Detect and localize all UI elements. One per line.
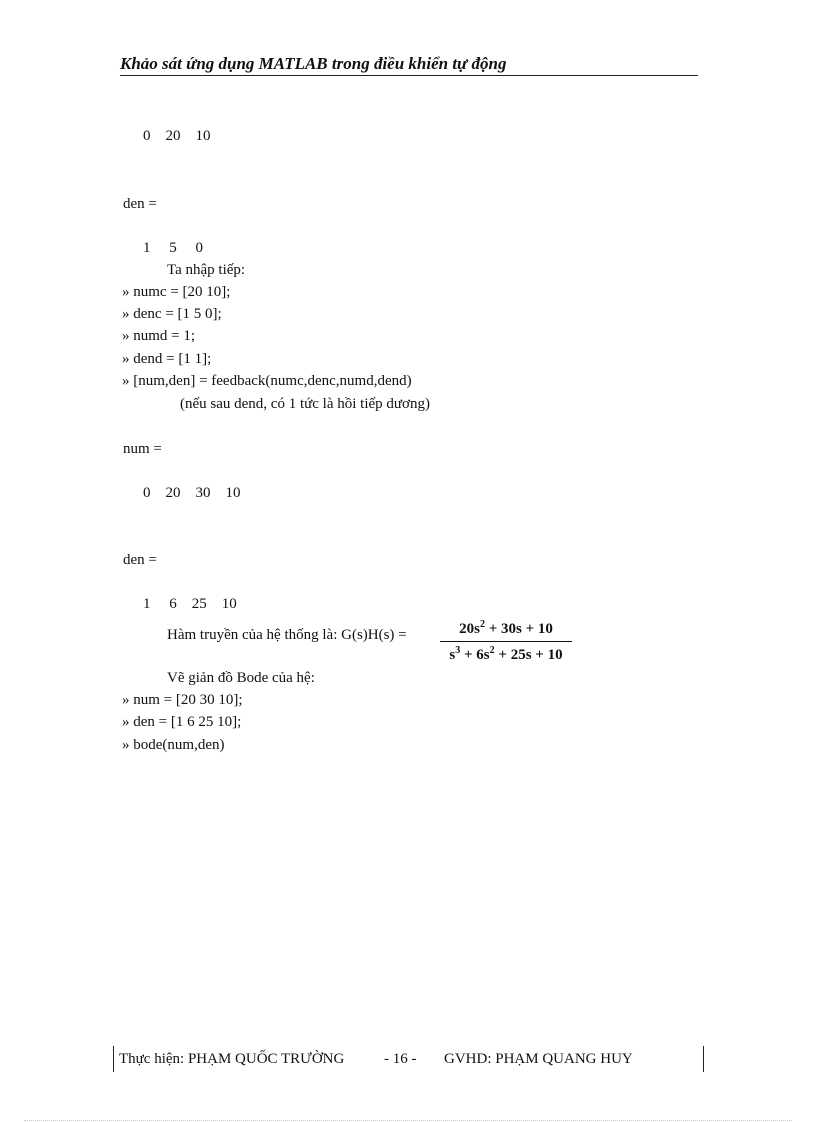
code-line-den: » den = [1 6 25 10]; xyxy=(122,714,242,730)
footer-border-right xyxy=(703,1046,704,1072)
output-values-4: 1 6 25 10 xyxy=(143,596,237,612)
footer-advisor: GVHD: PHẠM QUANG HUY xyxy=(444,1051,633,1067)
output-values-1: 0 20 10 xyxy=(143,128,211,144)
paragraph-intro: Ta nhập tiếp: xyxy=(167,262,246,278)
footer-border-left xyxy=(113,1046,114,1072)
output-values-3: 0 20 30 10 xyxy=(143,485,241,501)
footer-page-number: - 16 - xyxy=(384,1051,417,1067)
header-rule xyxy=(120,75,698,76)
output-label-den-2: den = xyxy=(123,552,157,568)
code-line-num: » num = [20 30 10]; xyxy=(122,692,243,708)
paragraph-bode: Vẽ giản đồ Bode của hệ: xyxy=(167,670,315,686)
fraction-bar xyxy=(440,641,572,642)
footer-author: Thực hiện: PHẠM QUỐC TRƯỜNG xyxy=(119,1051,345,1067)
code-line-numc: » numc = [20 10]; xyxy=(122,284,231,300)
transfer-function-fraction xyxy=(440,620,572,664)
code-line-bode: » bode(num,den) xyxy=(122,737,225,753)
code-line-feedback: » [num,den] = feedback(numc,denc,numd,dend) xyxy=(122,373,412,389)
running-header: Khảo sát ứng dụng MATLAB trong điều khiển tự động xyxy=(120,54,507,73)
fraction-numerator: $20s^2 + 30s + 10$ xyxy=(459,619,553,637)
page-bottom-dotted-line xyxy=(24,1120,792,1121)
transfer-function-label: Hàm truyền của hệ thống là: G(s)H(s) = xyxy=(167,627,407,643)
output-label-num: num = xyxy=(123,441,162,457)
output-label-den-1: den = xyxy=(123,196,157,212)
code-line-denc: » denc = [1 5 0]; xyxy=(122,306,222,322)
output-values-2: 1 5 0 xyxy=(143,240,203,256)
fraction-denominator: $s^3 + 6s^2 + 25s + 10$ xyxy=(449,645,563,663)
note-text: (nếu sau dend, có 1 tức là hồi tiếp dương) xyxy=(180,396,430,412)
code-line-dend: » dend = [1 1]; xyxy=(122,351,212,367)
code-line-numd: » numd = 1; xyxy=(122,328,196,344)
